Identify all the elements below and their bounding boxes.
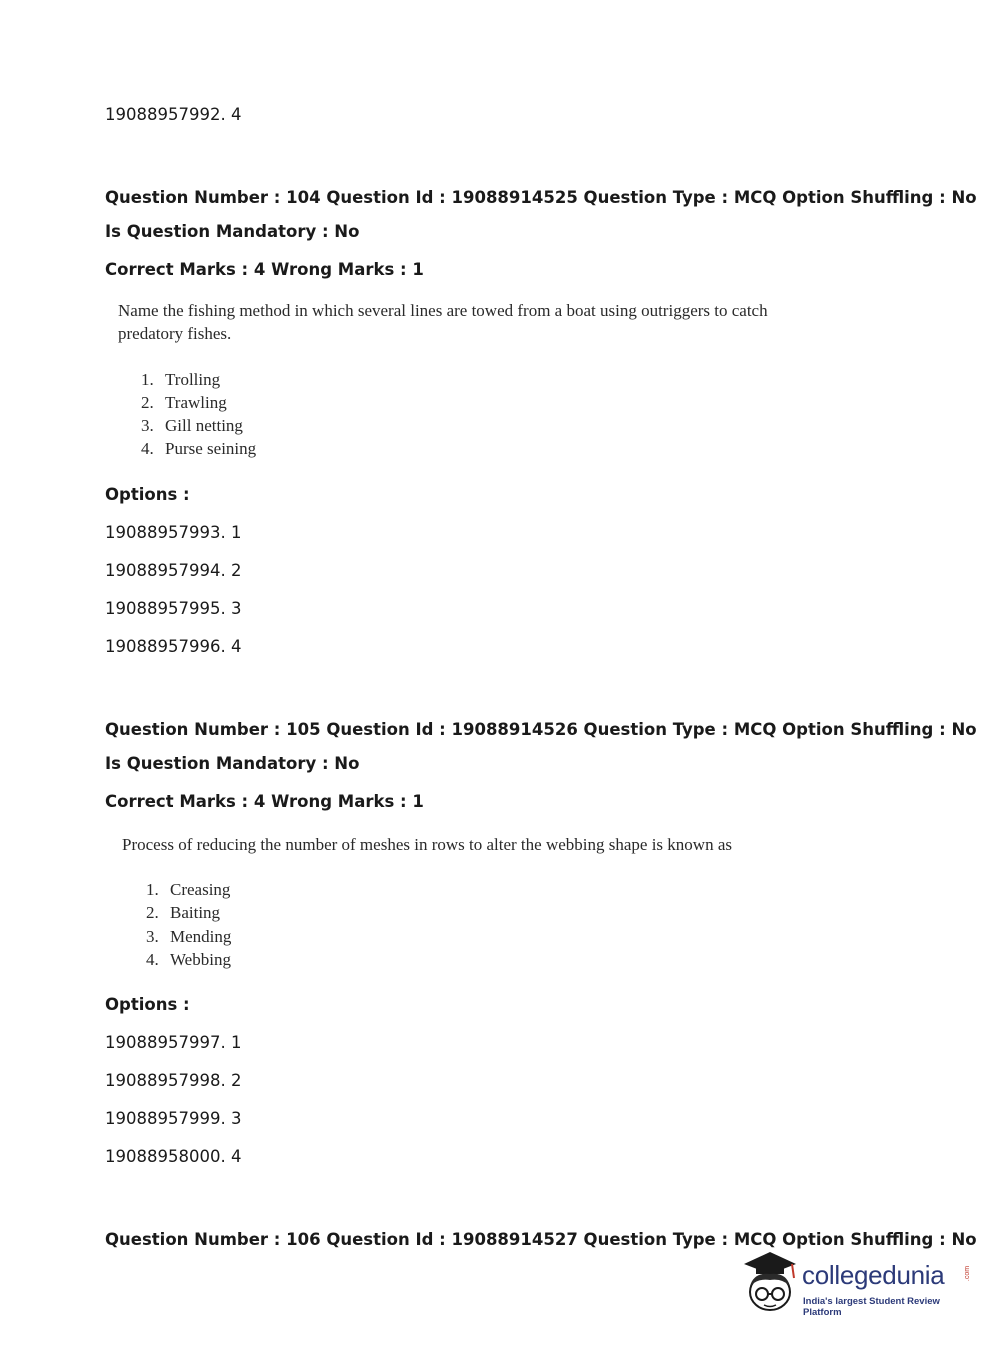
choice-text: Trolling bbox=[165, 370, 221, 389]
choice-number: 3. bbox=[141, 416, 154, 435]
option-id: 19088957997. 1 bbox=[105, 1033, 242, 1052]
choice-number: 1. bbox=[146, 880, 159, 899]
option-id: 19088957995. 3 bbox=[105, 599, 242, 618]
choice-number: 2. bbox=[141, 393, 154, 412]
logo-wordmark: collegedunia bbox=[802, 1260, 945, 1290]
option-id: 19088958000. 4 bbox=[105, 1147, 242, 1166]
option-id: 19088957993. 1 bbox=[105, 523, 242, 542]
choice-item bbox=[146, 878, 230, 901]
choice-item bbox=[146, 901, 220, 924]
options-label: Options : bbox=[105, 995, 190, 1014]
question-mandatory: Is Question Mandatory : No bbox=[105, 222, 360, 241]
question-header: Question Number : 105 Question Id : 19088914526 Question Type : MCQ Option Shuffling : No bbox=[105, 720, 977, 739]
choice-item bbox=[141, 414, 243, 437]
choice-text: Gill netting bbox=[165, 416, 243, 435]
choice-text: Trawling bbox=[165, 393, 227, 412]
option-id: 19088957999. 3 bbox=[105, 1109, 242, 1128]
choice-text: Webbing bbox=[170, 950, 231, 969]
option-id: 19088957992. 4 bbox=[105, 105, 242, 124]
choice-text: Creasing bbox=[170, 880, 231, 899]
choice-item bbox=[146, 925, 231, 948]
logo-com: .com bbox=[964, 1265, 972, 1282]
question-text-line: predatory fishes. bbox=[118, 324, 232, 343]
choice-number: 4. bbox=[141, 439, 154, 458]
question-marks: Correct Marks : 4 Wrong Marks : 1 bbox=[105, 792, 424, 811]
choice-text: Baiting bbox=[170, 903, 221, 922]
option-id: 19088957994. 2 bbox=[105, 561, 242, 580]
option-id: 19088957996. 4 bbox=[105, 637, 242, 656]
question-text-line: Name the fishing method in which several lines are towed from a boat using outriggers to catch bbox=[118, 301, 768, 320]
question-marks: Correct Marks : 4 Wrong Marks : 1 bbox=[105, 260, 424, 279]
collegedunia-logo bbox=[740, 1250, 970, 1320]
choice-number: 2. bbox=[146, 903, 159, 922]
choice-text: Purse seining bbox=[165, 439, 257, 458]
options-label: Options : bbox=[105, 485, 190, 504]
question-text-line: Process of reducing the number of meshes in rows to alter the webbing shape is known as bbox=[122, 835, 732, 854]
choice-number: 3. bbox=[146, 927, 159, 946]
question-header: Question Number : 106 Question Id : 19088914527 Question Type : MCQ Option Shuffling : No bbox=[105, 1230, 977, 1249]
choice-item bbox=[141, 391, 227, 414]
choice-item bbox=[141, 368, 220, 391]
logo-tagline: India's largest Student Review Platform bbox=[803, 1296, 940, 1318]
choice-item bbox=[146, 948, 231, 971]
option-id: 19088957998. 2 bbox=[105, 1071, 242, 1090]
choice-number: 1. bbox=[141, 370, 154, 389]
question-header: Question Number : 104 Question Id : 19088914525 Question Type : MCQ Option Shuffling : No bbox=[105, 188, 977, 207]
mascot-icon bbox=[740, 1250, 802, 1320]
choice-text: Mending bbox=[170, 927, 232, 946]
choice-item bbox=[141, 437, 256, 460]
choice-number: 4. bbox=[146, 950, 159, 969]
question-mandatory: Is Question Mandatory : No bbox=[105, 754, 360, 773]
